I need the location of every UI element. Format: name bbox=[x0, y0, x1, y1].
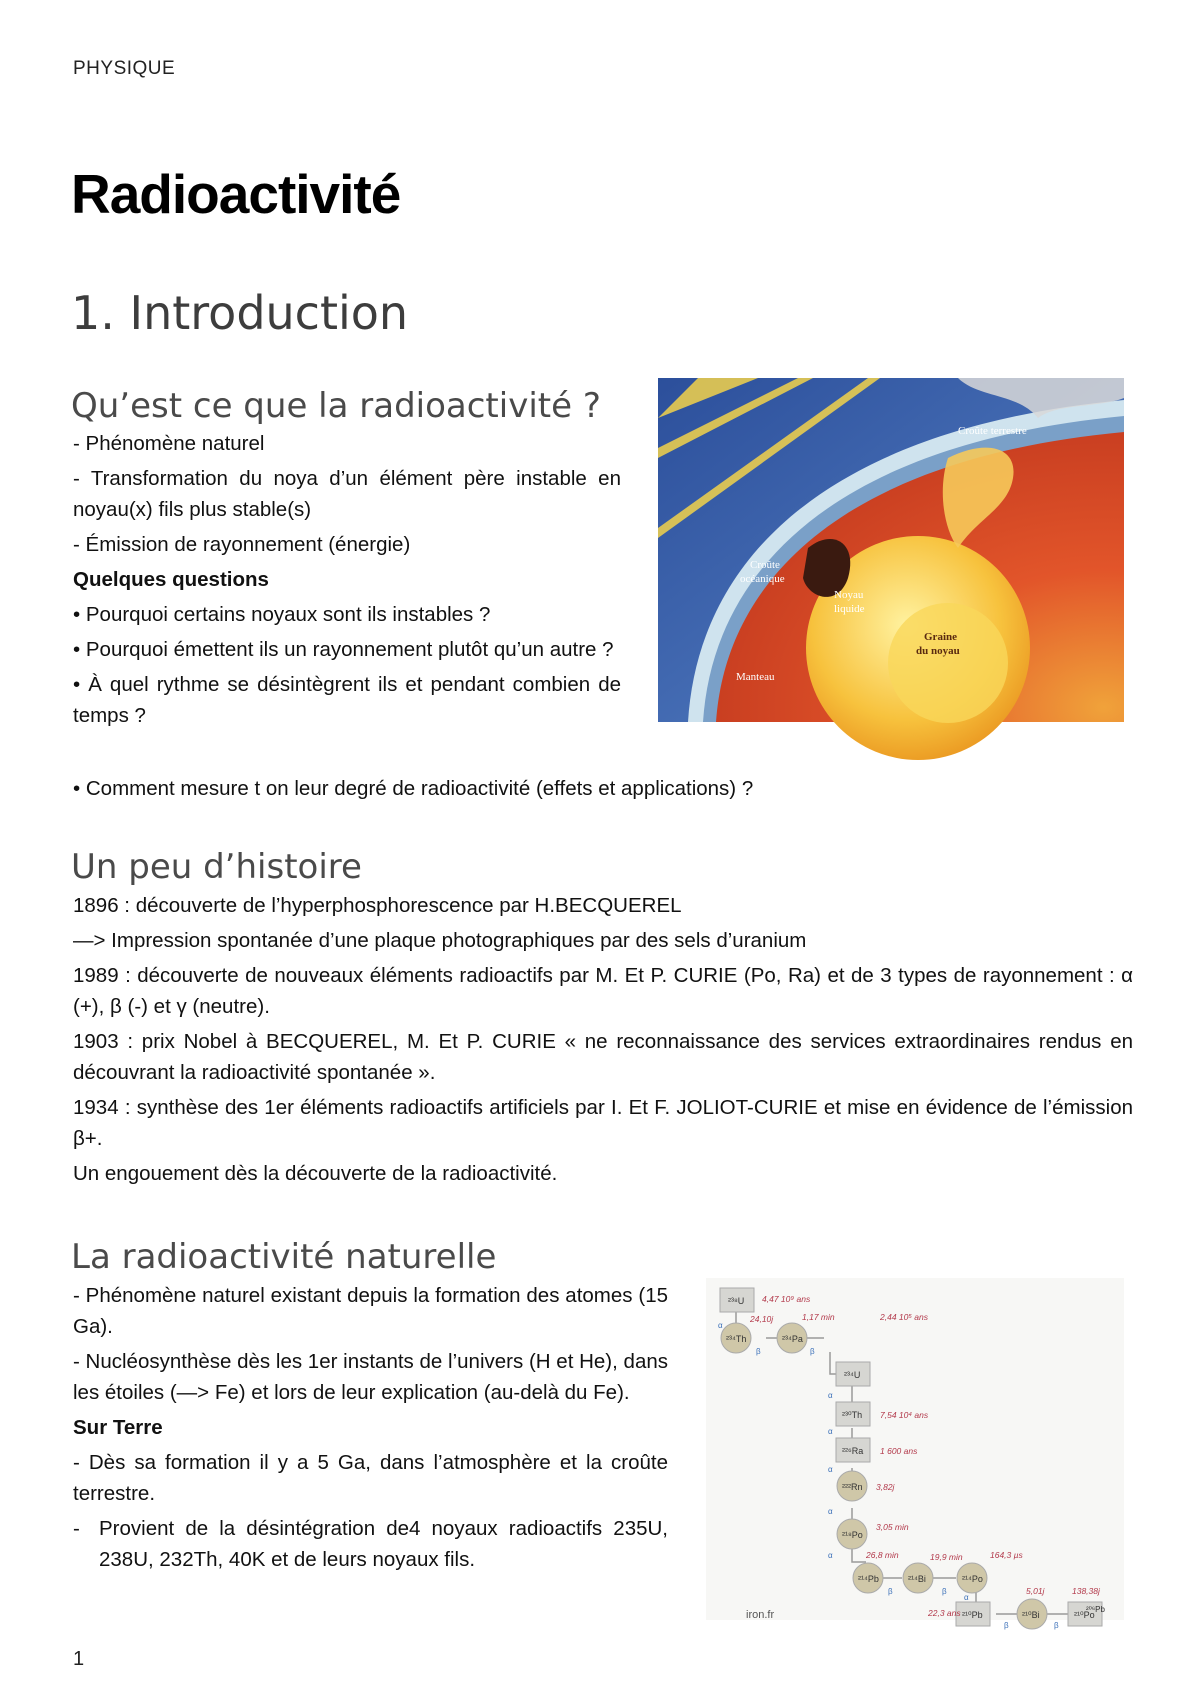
time-rn222: 3,82j bbox=[876, 1482, 895, 1492]
label-graine-1: Graine bbox=[924, 631, 957, 643]
label-croute-oceanique-1: Croûte bbox=[750, 559, 780, 571]
time-pb210: 22,3 ans bbox=[928, 1608, 961, 1618]
label-ra226: ²²⁶Ra bbox=[842, 1446, 864, 1456]
history-paragraph: 1934 : synthèse des 1er éléments radioactifs artificiels par I. Et F. JOLIOT-CURIE et mise en évidence de l’émission β+. bbox=[73, 1096, 1133, 1150]
natural-item: - Nucléosynthèse dès les 1er instants de l’univers (H et He), dans les étoiles (—> Fe) et lors de leur explication (au-delà du Fe). bbox=[73, 1350, 668, 1404]
beta-marker: β bbox=[756, 1347, 761, 1356]
label-pb214: ²¹⁴Pb bbox=[858, 1574, 879, 1584]
alpha-marker: α bbox=[828, 1507, 833, 1516]
label-croute-oceanique-2: océanique bbox=[740, 573, 785, 585]
label-u238: ²³⁸U bbox=[728, 1296, 745, 1306]
sur-terre-dash-item bbox=[73, 1513, 668, 1575]
what-list bbox=[73, 428, 621, 731]
figure-source: iron.fr bbox=[746, 1609, 775, 1621]
natural-text bbox=[73, 1280, 668, 1575]
question-item-last: • Comment mesure t on leur degré de radioactivité (effets et applications) ? bbox=[73, 777, 754, 800]
alpha-marker: α bbox=[718, 1321, 723, 1330]
history-text bbox=[73, 890, 1133, 1189]
beta-marker: β bbox=[888, 1587, 893, 1596]
question-item: • À quel rythme se désintègrent ils et pendant combien de temps ? bbox=[73, 673, 621, 727]
label-pb206: ²⁰⁶Pb bbox=[1086, 1605, 1105, 1614]
time-ra226: 1 600 ans bbox=[880, 1446, 918, 1456]
time-bi214: 19,9 min bbox=[930, 1552, 963, 1562]
subheading-history: Un peu d’histoire bbox=[71, 847, 362, 887]
beta-marker: β bbox=[1054, 1621, 1059, 1630]
label-po210: ²¹⁰Po bbox=[1074, 1610, 1095, 1620]
label-rn222: ²²²Rn bbox=[842, 1482, 863, 1492]
subheading-what-is: Qu’est ce que la radioactivité ? bbox=[71, 386, 601, 426]
what-item: - Émission de rayonnement (énergie) bbox=[73, 533, 411, 556]
label-bi214: ²¹⁴Bi bbox=[908, 1574, 926, 1584]
history-paragraph: 1903 : prix Nobel à BECQUEREL, M. Et P. CURIE « ne reconnaissance des services extraordinaires rendus en découvrant la radioactivité spontanée ». bbox=[73, 1030, 1133, 1084]
running-header: PHYSIQUE bbox=[73, 58, 176, 79]
beta-marker: β bbox=[810, 1347, 815, 1356]
alpha-marker: α bbox=[828, 1391, 833, 1400]
sur-terre-item: - Dès sa formation il y a 5 Ga, dans l’atmosphère et la croûte terrestre. bbox=[73, 1451, 668, 1505]
page-number: 1 bbox=[73, 1648, 85, 1670]
subheading-natural: La radioactivité naturelle bbox=[71, 1237, 497, 1277]
time-u234: 2,44 10⁵ ans bbox=[880, 1312, 928, 1322]
question-item: • Pourquoi émettent ils un rayonnement plutôt qu’un autre ? bbox=[73, 638, 614, 661]
history-paragraph: —> Impression spontanée d’une plaque photographiques par des sels d’uranium bbox=[73, 929, 807, 952]
time-bi210: 5,01j bbox=[1026, 1586, 1045, 1596]
time-po218: 3,05 min bbox=[876, 1522, 909, 1532]
label-po214: ²¹⁴Po bbox=[962, 1574, 983, 1584]
history-paragraph: 1896 : découverte de l’hyperphosphorescence par H.BECQUEREL bbox=[73, 894, 682, 917]
natural-item: - Phénomène naturel existant depuis la formation des atomes (15 Ga). bbox=[73, 1284, 668, 1338]
time-pa234: 1,17 min bbox=[802, 1312, 835, 1322]
time-po210: 138,38j bbox=[1072, 1586, 1100, 1596]
label-noyau-1: Noyau bbox=[834, 589, 864, 601]
time-th230: 7,54 10⁴ ans bbox=[880, 1410, 929, 1420]
alpha-marker: α bbox=[828, 1427, 833, 1436]
label-bi210: ²¹⁰Bi bbox=[1022, 1610, 1040, 1620]
history-paragraph: 1989 : découverte de nouveaux éléments radioactifs par M. Et P. CURIE (Po, Ra) et de 3 types de rayonnement : α (+), β (-) et γ (neutre). bbox=[73, 964, 1133, 1018]
time-pb214: 26,8 min bbox=[866, 1550, 899, 1560]
label-pa234: ²³⁴Pa bbox=[782, 1334, 803, 1344]
time-u238: 4,47 10⁹ ans bbox=[762, 1294, 811, 1304]
beta-marker: β bbox=[942, 1587, 947, 1596]
section-heading-introduction: 1. Introduction bbox=[71, 286, 409, 340]
beta-marker: β bbox=[1004, 1621, 1009, 1630]
inner-core bbox=[888, 603, 1008, 723]
question-item: • Pourquoi certains noyaux sont ils instables ? bbox=[73, 603, 491, 626]
dash-item-text: Provient de la désintégration de4 noyaux radioactifs 235U, 238U, 232Th, 40K et de leurs noyaux fils. bbox=[99, 1517, 668, 1571]
label-u234: ²³⁴U bbox=[844, 1370, 861, 1380]
time-th234: 24,10j bbox=[750, 1314, 774, 1324]
label-noyau-2: liquide bbox=[834, 603, 865, 615]
alpha-marker: α bbox=[964, 1593, 969, 1602]
alpha-marker: α bbox=[828, 1465, 833, 1474]
label-po218: ²¹⁸Po bbox=[842, 1530, 863, 1540]
label-croute-terrestre: Croûte terrestre bbox=[958, 425, 1027, 437]
dash-marker: - bbox=[73, 1517, 80, 1540]
what-item: - Transformation du noya d’un élément père instable en noyau(x) fils plus stable(s) bbox=[73, 467, 621, 521]
what-item: - Phénomène naturel bbox=[73, 432, 265, 455]
label-pb210: ²¹⁰Pb bbox=[962, 1610, 983, 1620]
time-po214: 164,3 µs bbox=[990, 1550, 1023, 1560]
label-th230: ²³⁰Th bbox=[842, 1410, 863, 1420]
label-th234: ²³⁴Th bbox=[726, 1334, 747, 1344]
questions-heading: Quelques questions bbox=[73, 568, 269, 591]
page-title: Radioactivité bbox=[71, 163, 401, 225]
history-paragraph: Un engouement dès la découverte de la radioactivité. bbox=[73, 1162, 558, 1185]
label-graine-2: du noyau bbox=[916, 645, 960, 657]
uranium-decay-chain-diagram bbox=[706, 1278, 1124, 1630]
label-manteau: Manteau bbox=[736, 671, 775, 683]
earth-structure-illustration bbox=[658, 378, 1124, 722]
sur-terre-heading: Sur Terre bbox=[73, 1416, 163, 1439]
alpha-marker: α bbox=[828, 1551, 833, 1560]
